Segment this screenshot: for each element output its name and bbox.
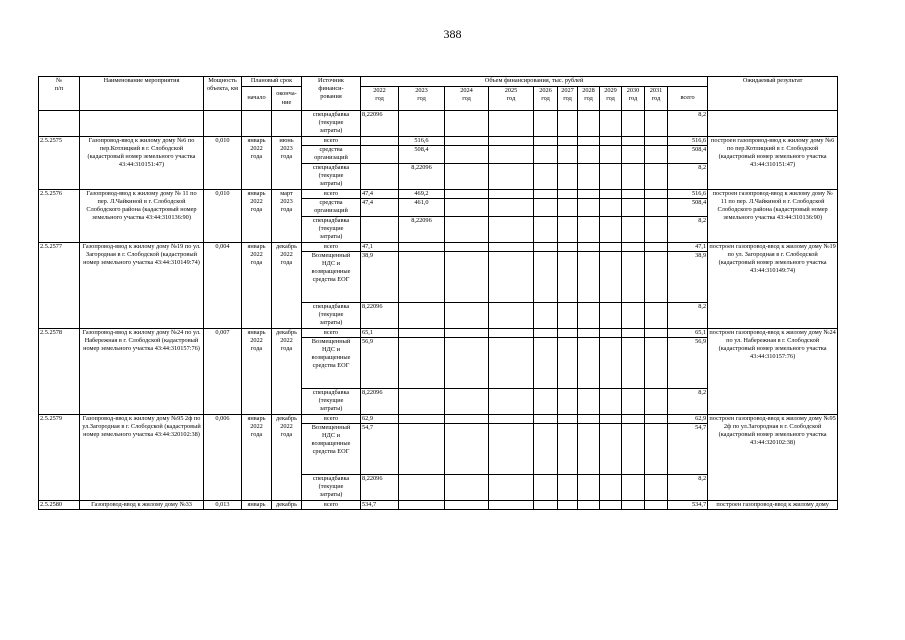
cell-2022: 8,22096 bbox=[361, 475, 399, 501]
cell-2026 bbox=[534, 252, 558, 303]
cell-total: 56,9 bbox=[668, 338, 708, 389]
cell-2024 bbox=[445, 199, 489, 217]
project-name: Газопровод-ввод к жилому дому №24 по ул. Набережная в г. Слободской (кадастровый номер земельного участка 43:44:310157:76) bbox=[80, 329, 204, 415]
cell-2023: 461,0 bbox=[399, 199, 445, 217]
project-result: построен газопровод-ввод к жилому дому №6 по пер.Котлицкий в г. Слободской (кадастровый номер земельного участка 43:44:310151:47) bbox=[708, 137, 838, 190]
cell-2028 bbox=[578, 146, 600, 164]
project-name: Газопровод-ввод к жилому дому №33 bbox=[80, 501, 204, 510]
cell-2029 bbox=[600, 217, 622, 243]
cell-2022: 8,22096 bbox=[361, 389, 399, 415]
cell-2030 bbox=[622, 164, 645, 190]
cell-2023 bbox=[399, 338, 445, 389]
cell-2026 bbox=[534, 389, 558, 415]
table-row bbox=[39, 137, 838, 146]
cell-total: 8,2 bbox=[668, 164, 708, 190]
cell-2023 bbox=[399, 501, 445, 510]
header-year-2025: 2025 год bbox=[489, 87, 534, 111]
cell-2029 bbox=[600, 338, 622, 389]
cell-2023: 8,22096 bbox=[399, 217, 445, 243]
cell-total: 508,4 bbox=[668, 199, 708, 217]
cell-2022: 62,9 bbox=[361, 415, 399, 424]
cell-2029 bbox=[600, 111, 622, 137]
cell-end bbox=[272, 111, 302, 137]
cell-2031 bbox=[645, 303, 668, 329]
cell-2022 bbox=[361, 146, 399, 164]
cell-2030 bbox=[622, 329, 645, 338]
cell-2024 bbox=[445, 164, 489, 190]
project-start: январь 2022 года bbox=[242, 190, 272, 243]
cell-2025 bbox=[489, 415, 534, 424]
cell-2027 bbox=[558, 199, 578, 217]
table-header bbox=[39, 77, 838, 111]
cell-source: спецнадбавка (текущие затраты) bbox=[302, 217, 361, 243]
cell-2022: 47,1 bbox=[361, 243, 399, 252]
cell-2022: 47,4 bbox=[361, 190, 399, 199]
cell-2028 bbox=[578, 217, 600, 243]
cell-2025 bbox=[489, 217, 534, 243]
project-result: построен газопровод-ввод к жилому дому №24 по ул. Набережная в г. Слободской (кадастровый номер земельного участка 43:44:310157:76) bbox=[708, 329, 838, 415]
cell-2027 bbox=[558, 164, 578, 190]
cell-2025 bbox=[489, 199, 534, 217]
cell-2023 bbox=[399, 415, 445, 424]
cell-result bbox=[708, 111, 838, 137]
cell-2027 bbox=[558, 415, 578, 424]
cell-2030 bbox=[622, 199, 645, 217]
cell-total: 8,2 bbox=[668, 111, 708, 137]
project-capacity: 0,004 bbox=[204, 243, 242, 329]
cell-total: 8,2 bbox=[668, 475, 708, 501]
cell-2029 bbox=[600, 146, 622, 164]
cell-source: спецнадбавка (текущие затраты) bbox=[302, 164, 361, 190]
cell-2027 bbox=[558, 111, 578, 137]
project-name: Газопровод-ввод к жилому дому № 11 по пер. Л.Чайкиной в г. Слободской Слободского района (кадастровый номер земельного участка 43:44:310136:90) bbox=[80, 190, 204, 243]
project-result: построен газопровод-ввод к жилому дому №95 2ф по ул.Загородная в г. Слободской (кадастровый номер земельного участка 43:44:320102:38) bbox=[708, 415, 838, 501]
cell-2030 bbox=[622, 389, 645, 415]
cell-2028 bbox=[578, 199, 600, 217]
cell-2024 bbox=[445, 111, 489, 137]
cell-source: спецнадбавка (текущие затраты) bbox=[302, 111, 361, 137]
project-result: построен газопровод-ввод к жилому дому № 11 по пер. Л.Чайкиной в г. Слободской Слободского района (кадастровый номер земельного участка 43:44:310136:90) bbox=[708, 190, 838, 243]
cell-2031 bbox=[645, 243, 668, 252]
cell-2031 bbox=[645, 389, 668, 415]
header-capacity: Мощность объекта, км bbox=[204, 77, 242, 111]
cell-2025 bbox=[489, 164, 534, 190]
project-start: январь 2022 года bbox=[242, 137, 272, 190]
cell-2022: 38,9 bbox=[361, 252, 399, 303]
project-start: январь 2022 года bbox=[242, 243, 272, 329]
cell-2025 bbox=[489, 475, 534, 501]
project-end: декабрь 2022 года bbox=[272, 329, 302, 415]
project-number: 2.5.2580 bbox=[39, 501, 80, 510]
cell-2031 bbox=[645, 190, 668, 199]
page-number: 388 bbox=[443, 27, 462, 41]
project-number: 2.5.2576 bbox=[39, 190, 80, 243]
cell-2026 bbox=[534, 146, 558, 164]
cell-2030 bbox=[622, 217, 645, 243]
cell-source: спецнадбавка (текущие затраты) bbox=[302, 475, 361, 501]
cell-2027 bbox=[558, 475, 578, 501]
cell-2028 bbox=[578, 190, 600, 199]
cell-2025 bbox=[489, 389, 534, 415]
cell-2028 bbox=[578, 424, 600, 475]
header-year-2024: 2024 год bbox=[445, 87, 489, 111]
header-year-2031: 2031 год bbox=[645, 87, 668, 111]
cell-2024 bbox=[445, 424, 489, 475]
cell-2030 bbox=[622, 303, 645, 329]
cell-total: 8,2 bbox=[668, 389, 708, 415]
cell-total: 8,2 bbox=[668, 303, 708, 329]
project-capacity: 0,006 bbox=[204, 415, 242, 501]
header-year-2028: 2028 год bbox=[578, 87, 600, 111]
project-number: 2.5.2577 bbox=[39, 243, 80, 329]
cell-name bbox=[80, 111, 204, 137]
cell-total: 508,4 bbox=[668, 146, 708, 164]
cell-total: 62,9 bbox=[668, 415, 708, 424]
cell-2025 bbox=[489, 338, 534, 389]
header-year-2023: 2023 год bbox=[399, 87, 445, 111]
cell-2026 bbox=[534, 217, 558, 243]
cell-2026 bbox=[534, 475, 558, 501]
project-number: 2.5.2579 bbox=[39, 415, 80, 501]
cell-2029 bbox=[600, 303, 622, 329]
cell-2031 bbox=[645, 217, 668, 243]
cell-2023: 508,4 bbox=[399, 146, 445, 164]
cell-2023 bbox=[399, 389, 445, 415]
cell-2029 bbox=[600, 164, 622, 190]
cell-2031 bbox=[645, 501, 668, 510]
cell-2028 bbox=[578, 338, 600, 389]
cell-2025 bbox=[489, 190, 534, 199]
cell-2023 bbox=[399, 243, 445, 252]
cell-2024 bbox=[445, 303, 489, 329]
header-year-2027: 2027 год bbox=[558, 87, 578, 111]
project-end: март 2023 года bbox=[272, 190, 302, 243]
cell-2027 bbox=[558, 252, 578, 303]
cell-2030 bbox=[622, 243, 645, 252]
cell-2025 bbox=[489, 424, 534, 475]
cell-2023 bbox=[399, 475, 445, 501]
cell-2030 bbox=[622, 424, 645, 475]
header-year-2029: 2029 год bbox=[600, 87, 622, 111]
cell-2027 bbox=[558, 501, 578, 510]
header-start: начало bbox=[242, 87, 272, 111]
cell-2029 bbox=[600, 424, 622, 475]
cell-source: спецнадбавка (текущие затраты) bbox=[302, 389, 361, 415]
project-end: декабрь 2022 года bbox=[272, 243, 302, 329]
cell-2028 bbox=[578, 389, 600, 415]
cell-2022: 47,4 bbox=[361, 199, 399, 217]
header-end: оконча- ние bbox=[272, 87, 302, 111]
cell-2024 bbox=[445, 243, 489, 252]
cell-2031 bbox=[645, 475, 668, 501]
cell-source: всего bbox=[302, 329, 361, 338]
cell-source: Возмещенный НДС и возвращенные средства ЕОГ bbox=[302, 338, 361, 389]
cell-2025 bbox=[489, 243, 534, 252]
project-capacity: 0,007 bbox=[204, 329, 242, 415]
cell-2030 bbox=[622, 501, 645, 510]
cell-2029 bbox=[600, 501, 622, 510]
project-number: 2.5.2575 bbox=[39, 137, 80, 190]
cell-2024 bbox=[445, 252, 489, 303]
cell-2030 bbox=[622, 146, 645, 164]
project-name: Газопровод-ввод к жилому дому №95 2ф по ул.Загородная в г. Слободской (кадастровый номер земельного участка 43:44:320102:38) bbox=[80, 415, 204, 501]
cell-2022: 8,22096 bbox=[361, 303, 399, 329]
header-year-2030: 2030 год bbox=[622, 87, 645, 111]
cell-source: Возмещенный НДС и возвращенные средства ЕОГ bbox=[302, 424, 361, 475]
cell-2023: 469,2 bbox=[399, 190, 445, 199]
cell-source: средства организаций bbox=[302, 199, 361, 217]
cell-source: всего bbox=[302, 415, 361, 424]
cell-2023 bbox=[399, 303, 445, 329]
cell-2024 bbox=[445, 217, 489, 243]
project-end: декабрь 2022 года bbox=[272, 415, 302, 501]
project-name: Газопровод-ввод к жилому дому №6 по пер.Котлицкий в г. Слободской (кадастровый номер земельного участка 43:44:310151:47) bbox=[80, 137, 204, 190]
cell-2022 bbox=[361, 217, 399, 243]
cell-2031 bbox=[645, 252, 668, 303]
cell-2024 bbox=[445, 190, 489, 199]
cell-2023 bbox=[399, 329, 445, 338]
project-start: январь 2022 года bbox=[242, 415, 272, 501]
cell-2031 bbox=[645, 164, 668, 190]
table-row bbox=[39, 190, 838, 199]
cell-2027 bbox=[558, 338, 578, 389]
cell-2024 bbox=[445, 146, 489, 164]
cell-2029 bbox=[600, 329, 622, 338]
cell-num bbox=[39, 111, 80, 137]
cell-2029 bbox=[600, 475, 622, 501]
cell-2026 bbox=[534, 303, 558, 329]
cell-2024 bbox=[445, 329, 489, 338]
cell-2027 bbox=[558, 424, 578, 475]
cell-2022 bbox=[361, 164, 399, 190]
project-capacity: 0,013 bbox=[204, 501, 242, 510]
cell-2028 bbox=[578, 501, 600, 510]
cell-2027 bbox=[558, 329, 578, 338]
cell-2026 bbox=[534, 424, 558, 475]
continuation-row bbox=[39, 111, 838, 137]
cell-2026 bbox=[534, 329, 558, 338]
cell-2029 bbox=[600, 252, 622, 303]
financing-table bbox=[38, 76, 838, 510]
cell-2030 bbox=[622, 415, 645, 424]
cell-2022: 8,22096 bbox=[361, 111, 399, 137]
header-name: Наименование мероприятия bbox=[80, 77, 204, 111]
cell-2025 bbox=[489, 146, 534, 164]
project-number: 2.5.2578 bbox=[39, 329, 80, 415]
header-num: № п/п bbox=[39, 77, 80, 111]
cell-2029 bbox=[600, 199, 622, 217]
cell-2028 bbox=[578, 137, 600, 146]
table-row bbox=[39, 501, 838, 510]
cell-2023: 516,6 bbox=[399, 137, 445, 146]
cell-2026 bbox=[534, 199, 558, 217]
cell-2023 bbox=[399, 252, 445, 303]
cell-total: 516,6 bbox=[668, 137, 708, 146]
header-sources: Источник финанси- рования bbox=[302, 77, 361, 111]
cell-source: всего bbox=[302, 137, 361, 146]
cell-2027 bbox=[558, 137, 578, 146]
cell-2028 bbox=[578, 243, 600, 252]
cell-2031 bbox=[645, 424, 668, 475]
cell-2022: 65,1 bbox=[361, 329, 399, 338]
cell-2028 bbox=[578, 415, 600, 424]
cell-2029 bbox=[600, 190, 622, 199]
header-financing: Объем финансирования, тыс. рублей bbox=[361, 77, 708, 87]
cell-total: 8,2 bbox=[668, 217, 708, 243]
cell-2030 bbox=[622, 252, 645, 303]
cell-source: всего bbox=[302, 501, 361, 510]
cell-2031 bbox=[645, 329, 668, 338]
cell-capacity bbox=[204, 111, 242, 137]
cell-2027 bbox=[558, 146, 578, 164]
cell-source: всего bbox=[302, 190, 361, 199]
cell-2030 bbox=[622, 111, 645, 137]
cell-source: средства организаций bbox=[302, 146, 361, 164]
cell-2022: 54,7 bbox=[361, 424, 399, 475]
cell-total: 534,7 bbox=[668, 501, 708, 510]
table-row bbox=[39, 415, 838, 424]
project-start: январь 2022 года bbox=[242, 329, 272, 415]
cell-source: всего bbox=[302, 243, 361, 252]
cell-2030 bbox=[622, 338, 645, 389]
cell-2031 bbox=[645, 338, 668, 389]
cell-2022: 534,7 bbox=[361, 501, 399, 510]
cell-2028 bbox=[578, 252, 600, 303]
cell-2023: 8,22096 bbox=[399, 164, 445, 190]
cell-2027 bbox=[558, 389, 578, 415]
cell-2025 bbox=[489, 252, 534, 303]
project-end: июнь 2023 года bbox=[272, 137, 302, 190]
cell-2024 bbox=[445, 338, 489, 389]
cell-2029 bbox=[600, 243, 622, 252]
cell-2031 bbox=[645, 146, 668, 164]
project-result: построен газопровод-ввод к жилому дому bbox=[708, 501, 838, 510]
cell-2025 bbox=[489, 111, 534, 137]
project-result: построен газопровод-ввод к жилому дому №19 по ул. Загородная в г. Слободской (кадастровый номер земельного участка 43:44:310149:74) bbox=[708, 243, 838, 329]
header-year-2026: 2026 год bbox=[534, 87, 558, 111]
cell-2026 bbox=[534, 415, 558, 424]
header-plan-term: Плановый срок bbox=[242, 77, 302, 87]
cell-start bbox=[242, 111, 272, 137]
cell-2029 bbox=[600, 137, 622, 146]
cell-2031 bbox=[645, 415, 668, 424]
cell-total: 65,1 bbox=[668, 329, 708, 338]
cell-2026 bbox=[534, 501, 558, 510]
cell-2024 bbox=[445, 137, 489, 146]
cell-2026 bbox=[534, 338, 558, 389]
project-capacity: 0,010 bbox=[204, 190, 242, 243]
cell-2025 bbox=[489, 329, 534, 338]
cell-2031 bbox=[645, 111, 668, 137]
cell-2028 bbox=[578, 164, 600, 190]
project-name: Газопровод-ввод к жилому дому №19 по ул. Загородная в г. Слободской (кадастровый номер земельного участка 43:44:310149:74) bbox=[80, 243, 204, 329]
cell-2030 bbox=[622, 137, 645, 146]
table-body bbox=[39, 111, 838, 510]
project-capacity: 0,010 bbox=[204, 137, 242, 190]
cell-2027 bbox=[558, 190, 578, 199]
table-row bbox=[39, 329, 838, 338]
cell-2022: 56,9 bbox=[361, 338, 399, 389]
header-total: всего bbox=[668, 87, 708, 111]
project-start: январь bbox=[242, 501, 272, 510]
cell-2028 bbox=[578, 329, 600, 338]
cell-2024 bbox=[445, 389, 489, 415]
header-year-2022: 2022 год bbox=[361, 87, 399, 111]
cell-2031 bbox=[645, 137, 668, 146]
cell-2026 bbox=[534, 243, 558, 252]
cell-2024 bbox=[445, 415, 489, 424]
cell-2025 bbox=[489, 137, 534, 146]
cell-2030 bbox=[622, 475, 645, 501]
cell-total: 54,7 bbox=[668, 424, 708, 475]
cell-2022 bbox=[361, 137, 399, 146]
cell-total: 38,9 bbox=[668, 252, 708, 303]
cell-2027 bbox=[558, 303, 578, 329]
cell-2028 bbox=[578, 475, 600, 501]
cell-2025 bbox=[489, 501, 534, 510]
cell-2026 bbox=[534, 190, 558, 199]
cell-2028 bbox=[578, 303, 600, 329]
cell-2029 bbox=[600, 415, 622, 424]
cell-2026 bbox=[534, 111, 558, 137]
cell-source: спецнадбавка (текущие затраты) bbox=[302, 303, 361, 329]
cell-2025 bbox=[489, 303, 534, 329]
cell-2027 bbox=[558, 243, 578, 252]
header-result: Ожидаемый результат bbox=[708, 77, 838, 111]
cell-source: Возмещенный НДС и возвращенные средства ЕОГ bbox=[302, 252, 361, 303]
project-end: декабрь bbox=[272, 501, 302, 510]
table-row bbox=[39, 243, 838, 252]
cell-2029 bbox=[600, 389, 622, 415]
cell-2024 bbox=[445, 501, 489, 510]
cell-2031 bbox=[645, 199, 668, 217]
cell-2027 bbox=[558, 217, 578, 243]
cell-2026 bbox=[534, 137, 558, 146]
cell-total: 47,1 bbox=[668, 243, 708, 252]
cell-2023 bbox=[399, 424, 445, 475]
cell-2026 bbox=[534, 164, 558, 190]
cell-2030 bbox=[622, 190, 645, 199]
cell-2028 bbox=[578, 111, 600, 137]
cell-2024 bbox=[445, 475, 489, 501]
cell-2023 bbox=[399, 111, 445, 137]
cell-total: 516,6 bbox=[668, 190, 708, 199]
